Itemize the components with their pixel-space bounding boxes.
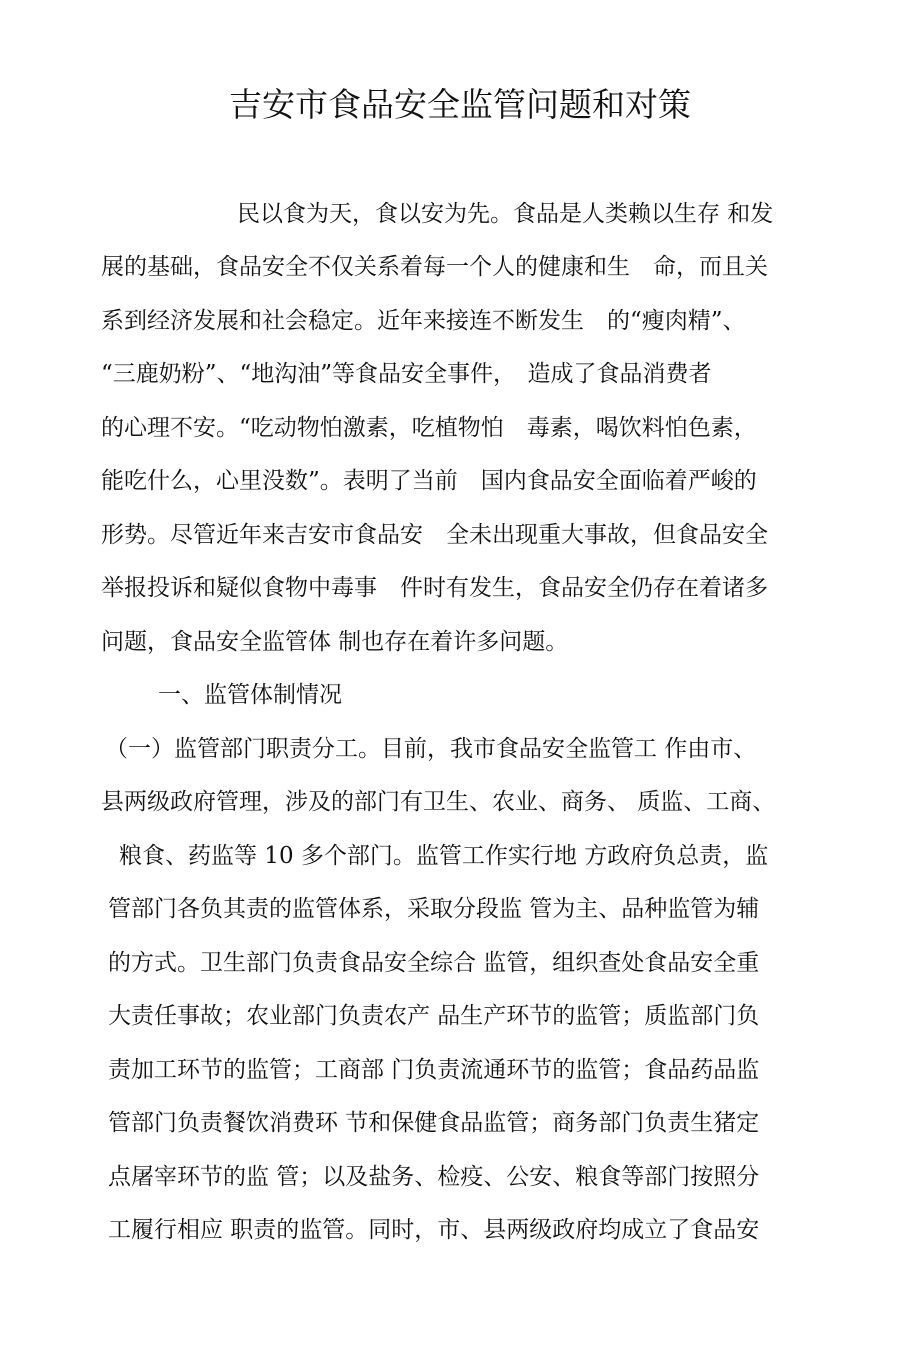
paragraph-2-line-5: 的方式。卫生部门负责食品安全综合 监管，组织查处食品安全重 bbox=[108, 950, 760, 976]
paragraph-2-line-4: 管部门各负其责的监管体系，采取分段监 管为主、品种监管为辅 bbox=[108, 896, 760, 922]
paragraph-1-line-2: 展的基础，食品安全不仅关系着每一个人的健康和生 命，而且关 bbox=[101, 254, 768, 280]
paragraph-2-line-3: 粮食、药监等 10 多个部门。监管工作实行地 方政府负总责，监 bbox=[119, 843, 769, 869]
paragraph-1-line-8: 举报投诉和疑似食物中毒事 件时有发生，食品安全仍存在着诸多 bbox=[101, 575, 768, 601]
paragraph-2-line-8: 管部门负责餐饮消费环 节和保健食品监管；商务部门负责生猪定 bbox=[108, 1110, 760, 1136]
paragraph-1-line-6: 能吃什么，心里没数”。表明了当前 国内食品安全面临着严峻的 bbox=[101, 468, 757, 494]
paragraph-1-line-3: 系到经济发展和社会稳定。近年来接连不断发生 的“瘦肉精”、 bbox=[101, 308, 746, 334]
paragraph-2-line-9: 点屠宰环节的监 管；以及盐务、检疫、公安、粮食等部门按照分 bbox=[108, 1164, 760, 1190]
paragraph-1-line-9: 问题，食品安全监管体 制也存在着许多问题。 bbox=[101, 629, 569, 655]
paragraph-2-line-7: 责加工环节的监管；工商部 门负责流通环节的监管；食品药品监 bbox=[108, 1057, 760, 1083]
paragraph-2-line-10: 工履行相应 职责的监管。同时，市、县两级政府均成立了食品安 bbox=[108, 1217, 760, 1243]
paragraph-1-line-4: “三鹿奶粉”、“地沟油”等食品安全事件， 造成了食品消费者 bbox=[101, 361, 712, 387]
paragraph-2-line-2: 县两级政府管理，涉及的部门有卫生、农业、商务、 质监、工商、 bbox=[101, 789, 776, 815]
paragraph-2-line-6: 大责任事故；农业部门负责农产 品生产环节的监管；质监部门负 bbox=[108, 1003, 760, 1029]
paragraph-2-line-1: （一）监管部门职责分工。目前，我市食品安全监管工 作由市、 bbox=[105, 736, 757, 762]
paragraph-1-line-5: 的心理不安。“吃动物怕激素，吃植物怕 毒素，喝饮料怕色素， bbox=[101, 415, 757, 441]
paragraph-1-line-7: 形势。尽管近年来吉安市食品安 全未出现重大事故，但食品安全 bbox=[101, 522, 768, 548]
paragraph-1-line-1: 民以食为天，食以安为先。食品是人类赖以生存 和发 bbox=[237, 201, 774, 227]
document-title: 吉安市食品安全监管问题和对策 bbox=[229, 85, 691, 124]
section-heading: 一、监管体制情况 bbox=[158, 682, 342, 708]
